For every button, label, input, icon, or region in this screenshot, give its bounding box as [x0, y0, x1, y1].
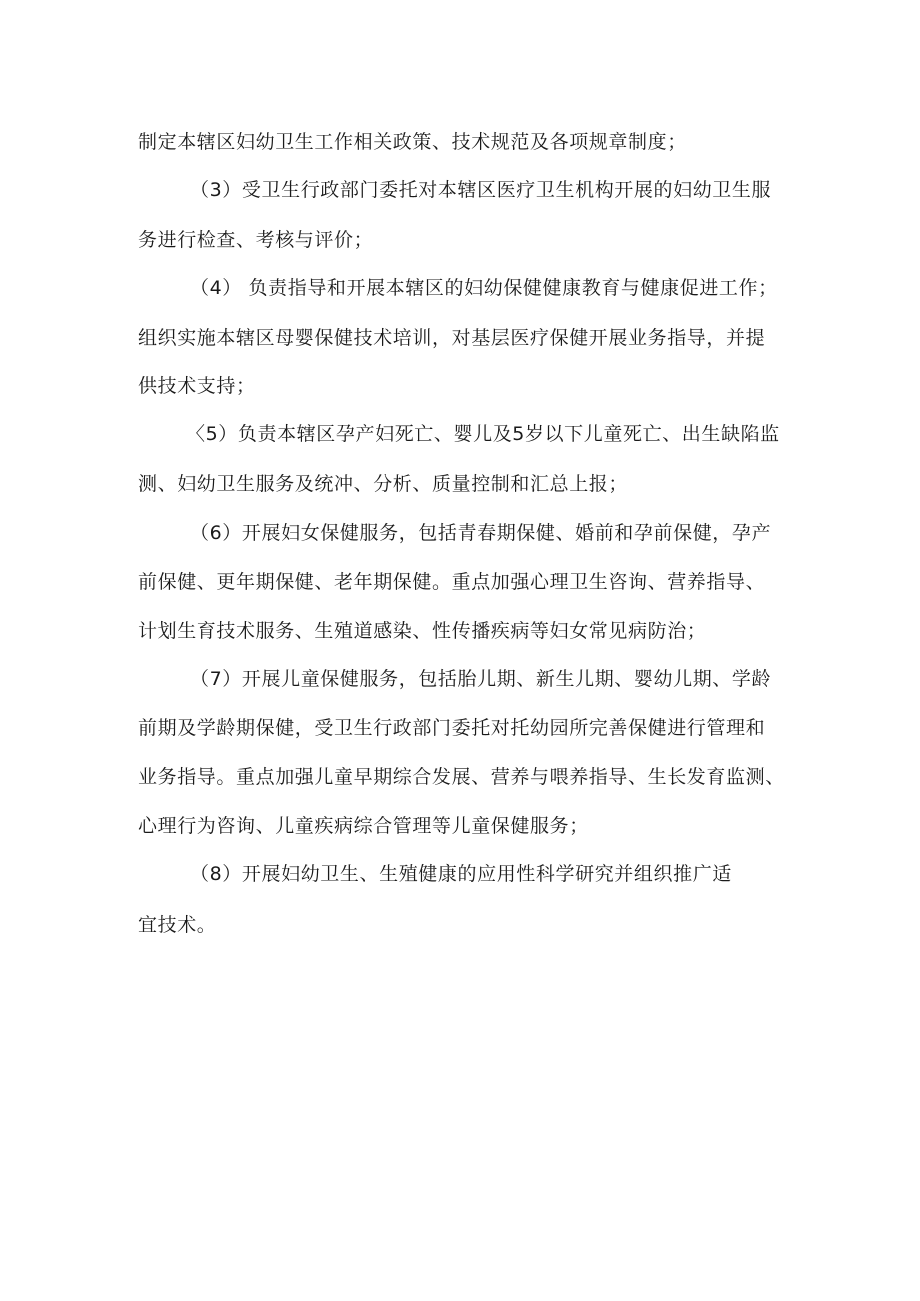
- text-line: 计划生育技术服务、生殖道感染、性传播疾病等妇女常见病防治；: [138, 620, 707, 642]
- text-line: 测、妇幼卫生服务及统冲、分析、质量控制和汇总上报；: [138, 473, 629, 495]
- text-line: 组织实施本辖区母婴保健技术培训，对基层医疗保健开展业务指导，并提: [138, 327, 766, 349]
- text-line: 制定本辖区妇幼卫生工作相关政策、技术规范及各项规章制度；: [138, 131, 687, 153]
- text-line: （7）开展儿童保健服务，包括胎儿期、新生儿期、婴幼儿期、学龄: [190, 668, 772, 690]
- text-line: 〈5）负责本辖区孕产妇死亡、婴儿及5岁以下儿童死亡、出生缺陷监: [186, 423, 780, 445]
- text-line: （6）开展妇女保健服务，包括青春期保健、婚前和孕前保健，孕产: [190, 522, 772, 544]
- text-line: 前保健、更年期保健、老年期保健。重点加强心理卫生咨询、营养指导、: [138, 571, 766, 593]
- text-line: 宜技术。: [138, 914, 217, 936]
- text-line: 务进行检查、考核与评价；: [138, 229, 374, 251]
- text-line: 供技术支持；: [138, 375, 256, 397]
- text-line: 心理行为咨询、儿童疾病综合管理等儿童保健服务；: [138, 815, 589, 837]
- text-line: （3）受卫生行政部门委托对本辖区医疗卫生机构开展的妇幼卫生服: [190, 179, 772, 201]
- text-line: （8）开展妇幼卫生、生殖健康的应用性科学研究并组织推广适: [190, 863, 732, 885]
- text-line: （4） 负责指导和开展本辖区的妇幼保健健康教育与健康促进工作；: [190, 277, 778, 299]
- text-line: 业务指导。重点加强儿童早期综合发展、营养与喂养指导、生长发育监测、: [138, 766, 785, 788]
- text-line: 前期及学龄期保健，受卫生行政部门委托对托幼园所完善保健进行管理和: [138, 717, 766, 739]
